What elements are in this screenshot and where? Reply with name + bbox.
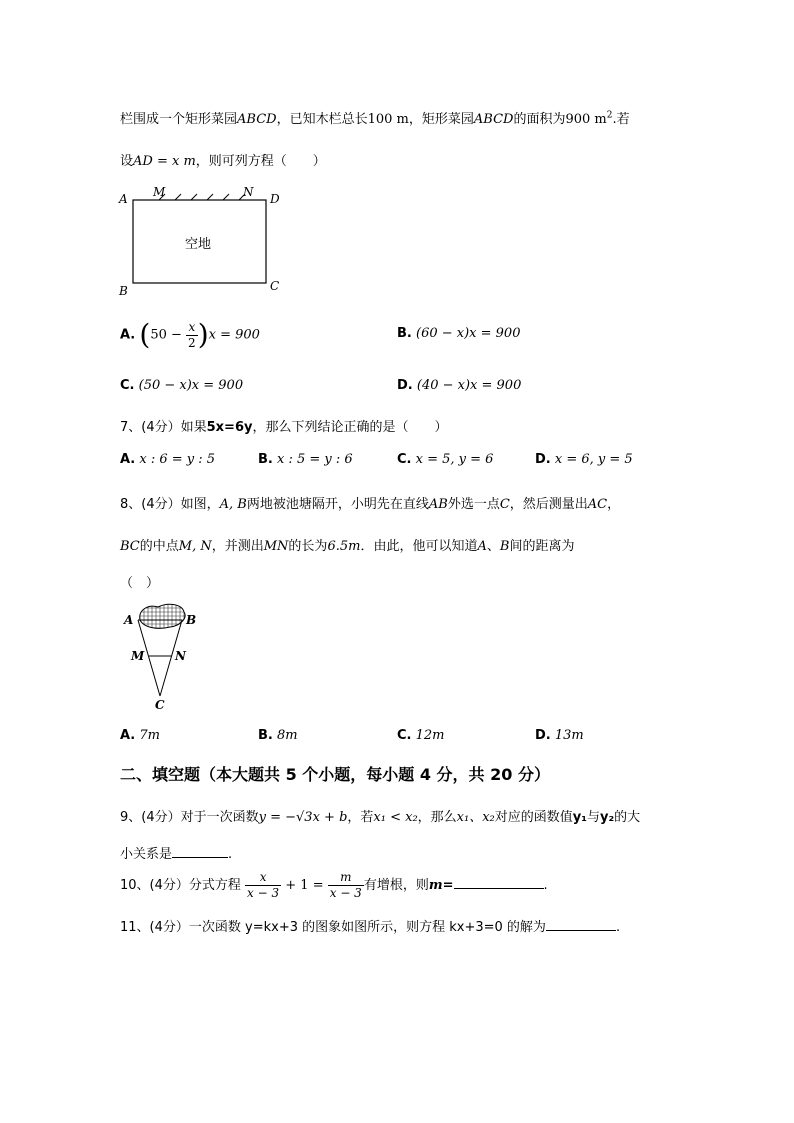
answer-blank[interactable] <box>546 918 616 931</box>
label-C: C <box>270 279 280 293</box>
q8-option-d: D. 13m <box>535 728 584 743</box>
q9-line1: 9、(4分）对于一次函数y = −√3x + b，若x₁ < x₂，那么x₁、x₂对应的函数值y₁与y₂的大 <box>120 810 641 825</box>
label-D: D <box>270 192 280 206</box>
fraction-x-over-2: $\frac{x}{2}$ <box>188 319 196 350</box>
q7-option-d: D. x = 6, y = 5 <box>535 452 633 467</box>
q6-option-b: B. (60 − x)x = 900 <box>397 326 521 341</box>
label-A: A <box>124 613 134 627</box>
q6-length: 100 m <box>367 112 409 127</box>
label-empty-land: 空地 <box>185 237 212 252</box>
q8-line2: BC的中点M, N，并测出MN的长为6.5m．由此，他可以知道A、B间的距离为 <box>120 539 575 554</box>
q6-abcd: ABCD <box>237 112 277 127</box>
label-M: M <box>131 649 145 663</box>
q8-line1: 8、(4分）如图，A, B两地被池塘隔开，小明先在直线AB外选一点C，然后测量出AC， <box>120 497 621 512</box>
label-B: B <box>119 284 128 298</box>
q8-option-a: A. 7m <box>120 728 160 743</box>
fraction-x-over-x-minus-3: $\frac{x}{x - 3}$ <box>247 870 280 900</box>
q8-option-b: B. 8m <box>258 728 298 743</box>
fence-hatching <box>159 194 245 200</box>
q6-area: 900 m <box>565 112 607 127</box>
q8-option-c: C. 12m <box>397 728 445 743</box>
q7-stem: 7、(4分）如果5x=6y，那么下列结论正确的是（ ） <box>120 420 448 435</box>
fraction-m-over-x-minus-3: $\frac{m}{x - 3}$ <box>329 870 362 900</box>
label-M: M <box>153 185 166 199</box>
q7-option-b: B. x : 5 = y : 6 <box>258 452 353 467</box>
q11-line: 11、(4分）一次函数 y=kx+3 的图象如图所示，则方程 kx+3=0 的解为 . <box>120 920 621 935</box>
q6-option-a: A. (50 − $\frac{x}{2}$ )x = 900 <box>120 318 260 351</box>
q7-option-c: C. x = 5, y = 6 <box>397 452 494 467</box>
q10-line: 10、(4分）分式方程 $\frac{x}{x - 3}$ + 1 = $\frac{m}{x - 3}$ 有增根，则m= . <box>120 870 548 900</box>
pond-shape <box>140 604 185 628</box>
q6-option-d: D. (40 − x)x = 900 <box>397 378 522 393</box>
label-N: N <box>243 185 254 199</box>
q6-figure <box>115 182 290 300</box>
answer-blank[interactable] <box>454 876 544 889</box>
section-heading: 二、填空题（本大题共 5 个小题，每小题 4 分，共 20 分） <box>120 765 550 784</box>
q7-option-a: A. x : 6 = y : 5 <box>120 452 216 467</box>
label-A: A <box>119 192 128 206</box>
label-B: B <box>186 613 197 627</box>
q9-line2: 小关系是 . <box>120 847 233 862</box>
q6-option-c: C. (50 − x)x = 900 <box>120 378 244 393</box>
q6-line2: 设AD = x m，则可列方程（ ） <box>120 154 326 169</box>
q6-ad-eq: AD = x m <box>133 154 196 169</box>
label-C: C <box>155 698 165 712</box>
q6-line1: 栏围成一个矩形菜园ABCD，已知木栏总长100 m，矩形菜园ABCD的面积为900 $m^2$.若 <box>120 110 630 127</box>
answer-blank[interactable] <box>172 845 228 858</box>
q8-figure <box>118 598 208 712</box>
q8-answer-paren: （ ） <box>120 576 160 591</box>
label-N: N <box>175 649 186 663</box>
